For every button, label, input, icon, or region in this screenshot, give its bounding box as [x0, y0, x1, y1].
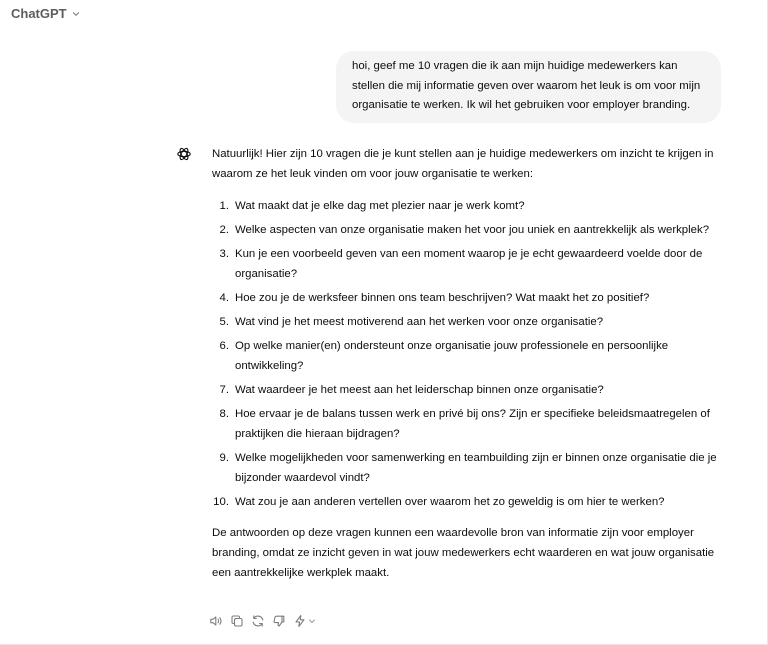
message-actions	[209, 614, 316, 628]
list-item-text: Welke aspecten van onze organisatie maken het voor jou uniek en aantrekkelijk als werkplek?	[235, 224, 710, 236]
list-item	[212, 312, 732, 332]
list-item	[212, 336, 732, 376]
assistant-message	[212, 144, 732, 583]
list-item-text: Wat waardeer je het meest aan het leiderschap binnen onze organisatie?	[235, 384, 604, 396]
list-item-text: Welke mogelijkheden voor samenwerking en teambuilding zijn er binnen onze organisatie die je bijzonder waardevol vindt?	[235, 452, 717, 484]
list-item-text: Wat vind je het meest motiverend aan het werken voor onze organisatie?	[235, 316, 604, 328]
list-item	[212, 244, 732, 284]
list-item-text: Kun je een voorbeeld geven van een moment waarop je je echt gewaardeerd voelde door de organisatie?	[235, 248, 703, 280]
list-item-number: 10.	[213, 496, 229, 508]
list-item-number: 7.	[219, 384, 229, 396]
list-item	[212, 220, 732, 240]
list-item-number: 3.	[219, 248, 229, 260]
list-item	[212, 288, 732, 308]
list-item-text: Op welke manier(en) ondersteunt onze organisatie jouw professionele en persoonlijke ontwikkeling?	[235, 340, 669, 372]
thumbs-down-button[interactable]	[272, 614, 286, 628]
model-selector[interactable]	[11, 6, 81, 21]
list-item-number: 9.	[219, 452, 229, 464]
list-item-number: 4.	[219, 292, 229, 304]
list-item-number: 5.	[219, 316, 229, 328]
list-item	[212, 380, 732, 400]
copy-button[interactable]	[230, 614, 244, 628]
regenerate-icon	[251, 614, 265, 628]
list-item-text: Hoe ervaar je de balans tussen werk en privé bij ons? Zijn er specifieke beleidsmaatregelen of praktijken die hieraan bijdragen?	[235, 408, 710, 440]
list-item	[212, 196, 732, 216]
read-aloud-button[interactable]	[209, 614, 223, 628]
model-switch-icon	[293, 614, 307, 628]
list-item-text: Hoe zou je de werksfeer binnen ons team beschrijven? Wat maakt het zo positief?	[235, 292, 650, 304]
list-item-text: Wat zou je aan anderen vertellen over waarom het zo geweldig is om hier te werken?	[235, 496, 665, 508]
chevron-down-icon	[308, 617, 316, 625]
list-item	[212, 448, 732, 488]
model-switch-button[interactable]	[293, 614, 316, 628]
chatgpt-logo-icon	[176, 146, 192, 162]
assistant-outro: De antwoorden op deze vragen kunnen een waardevolle bron van informatie zijn voor employer branding, omdat ze inzicht geven in wat jouw medewerkers echt waarderen en wat jouw organisatie een aantrekkelijke werkplek maakt.	[212, 527, 715, 579]
read-aloud-icon	[209, 614, 223, 628]
list-item	[212, 492, 732, 512]
list-item-number: 2.	[219, 224, 229, 236]
chevron-down-icon	[71, 9, 81, 19]
assistant-intro: Natuurlijk! Hier zijn 10 vragen die je kunt stellen aan je huidige medewerkers om inzicht te krijgen in waarom ze het leuk vinden om voor jouw organisatie te werken:	[212, 148, 714, 180]
regenerate-button[interactable]	[251, 614, 265, 628]
model-name: ChatGPT	[11, 6, 67, 21]
list-item-number: 1.	[219, 200, 229, 212]
question-list	[212, 196, 732, 512]
copy-icon	[230, 614, 244, 628]
user-message-text: hoi, geef me 10 vragen die ik aan mijn huidige medewerkers kan stellen die mij informatie geven over waarom het leuk is om voor mijn organisatie te werken. Ik wil het gebruiken voor employer branding.	[352, 60, 701, 111]
list-item	[212, 404, 732, 444]
user-message-bubble	[336, 51, 721, 123]
list-item-number: 6.	[219, 340, 229, 352]
list-item-text: Wat maakt dat je elke dag met plezier naar je werk komt?	[235, 200, 525, 212]
thumbs-down-icon	[272, 614, 286, 628]
list-item-number: 8.	[219, 408, 229, 420]
